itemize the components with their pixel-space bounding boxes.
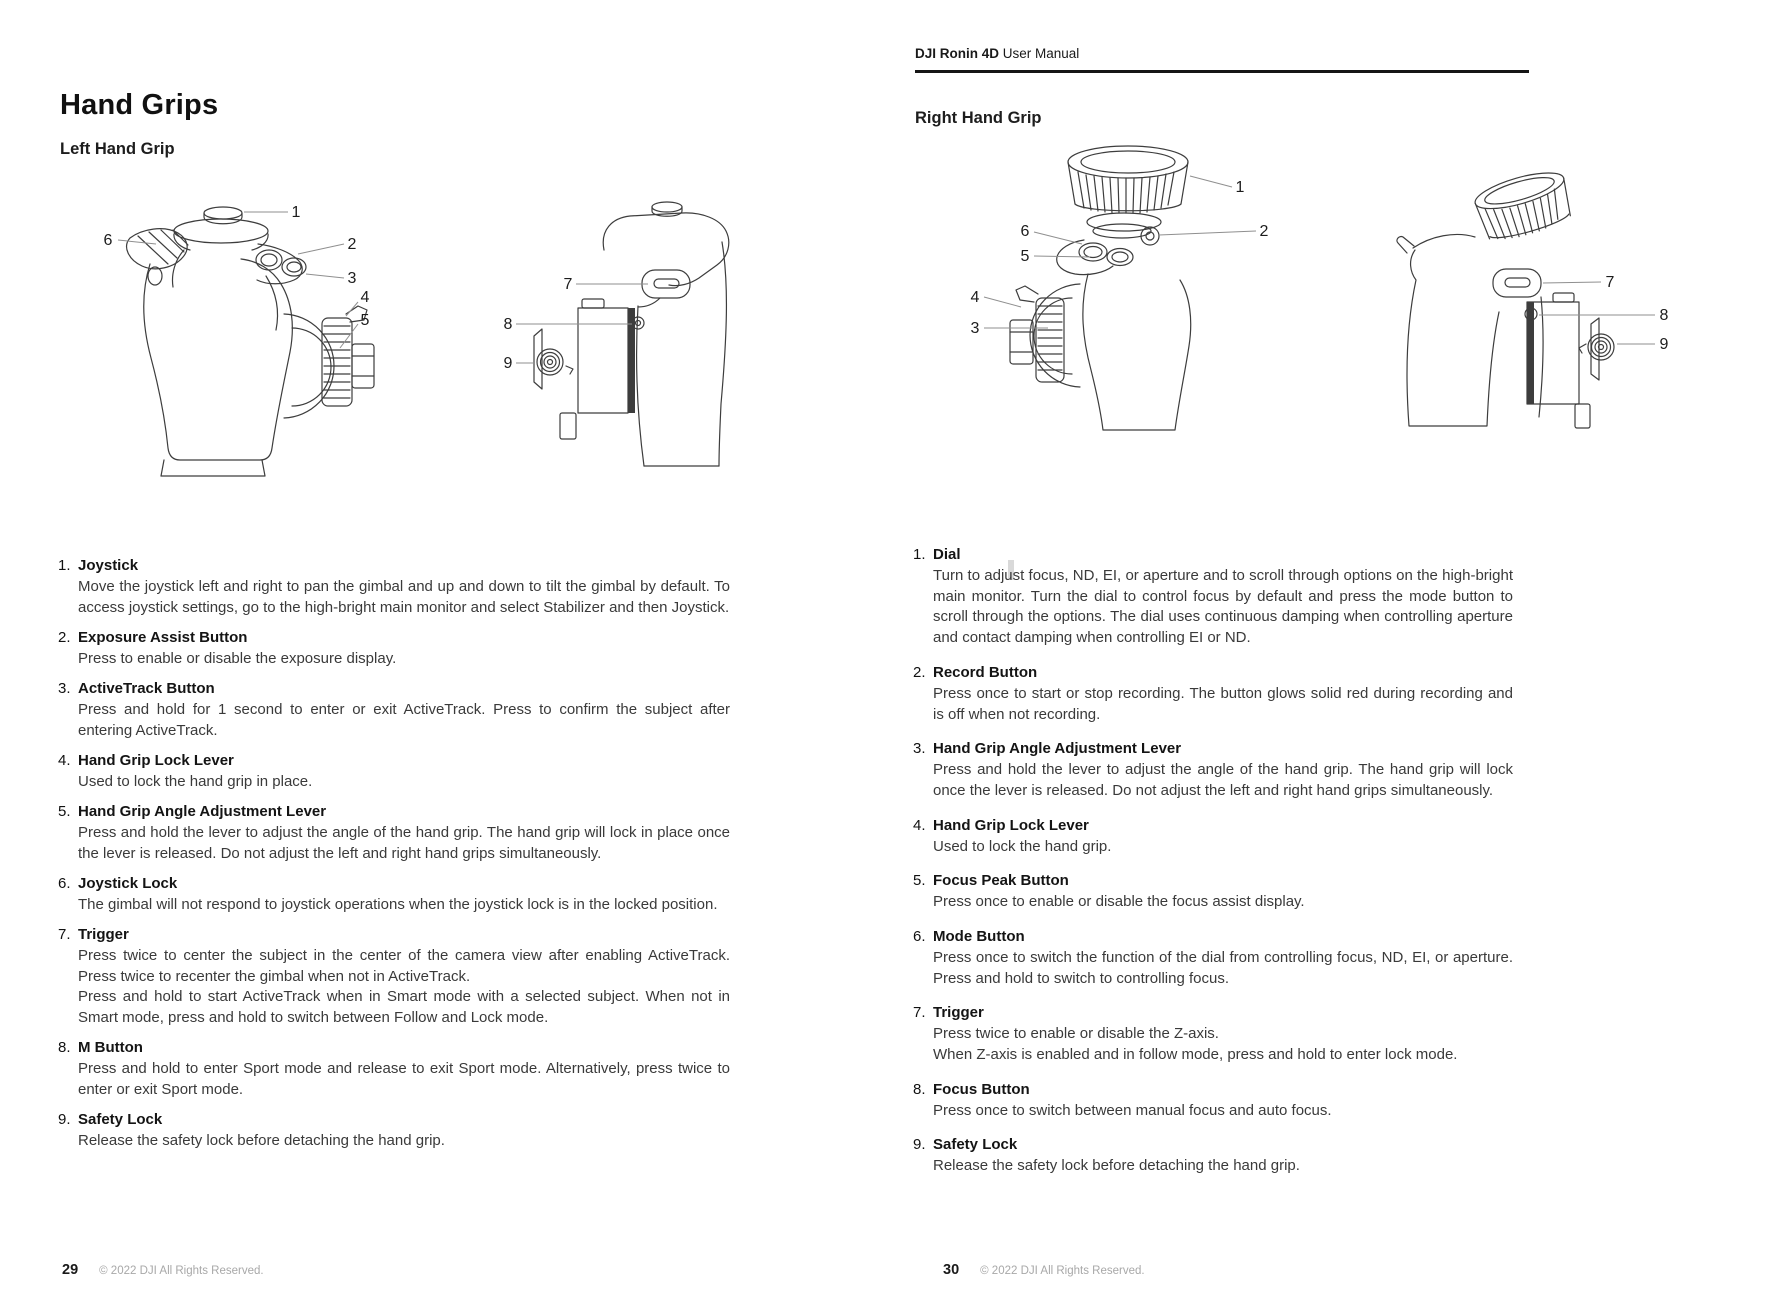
item-description: Press and hold the lever to adjust the angle of the hand grip. The hand grip will lock in place once the lever is released. Do not adjust the left and right hand grips simultaneously. [78,823,730,862]
item-number: 6. [58,874,71,892]
left-grip-side-illustration [430,180,730,480]
item-name: Hand Grip Angle Adjustment Lever [78,802,327,820]
item-number: 7. [58,925,71,943]
item-description: Press once to enable or disable the focus assist display. [933,893,1305,911]
item-number: 9. [913,1136,926,1154]
page-title: Hand Grips [60,89,219,122]
page-footer-right [943,1261,1145,1278]
list-item [913,1135,1513,1177]
item-name: Trigger [933,1004,984,1022]
list-item [58,1038,730,1100]
callout-number: 6 [1020,223,1030,240]
list-item [58,802,730,864]
item-number: 8. [58,1039,71,1057]
item-name: Safety Lock [78,1111,163,1129]
item-name: M Button [78,1039,143,1057]
right-grip-side-illustration [1255,140,1695,440]
diagram-left-grip-side-view [430,180,730,480]
callout-number: 9 [503,355,513,372]
callout-number: 4 [360,289,370,306]
item-name: Focus Button [933,1080,1030,1098]
list-item [58,679,730,741]
list-item [58,925,730,1029]
item-name: Joystick [78,557,139,574]
list-item [58,1110,730,1152]
item-number: 2. [913,663,926,681]
callout-number: 4 [970,289,980,306]
item-description: Press and hold for 1 second to enter or exit ActiveTrack. Press to confirm the subject after entering ActiveTrack. [78,700,730,739]
item-name: Mode Button [933,927,1025,945]
callout-number: 1 [291,204,301,221]
list-item [913,871,1513,913]
item-name: Dial [933,546,961,563]
callout-number: 3 [347,270,357,287]
item-description: The gimbal will not respond to joystick operations when the joystick lock is in the locked position. [78,895,718,913]
page-number: 29 [62,1262,79,1278]
item-number: 2. [58,628,71,646]
right-grip-front-illustration [840,130,1280,445]
item-description: Press once to start or stop recording. The button glows solid red during recording and is off when not recording. [933,684,1513,723]
section-subtitle-right: Right Hand Grip [915,108,1042,127]
list-item [913,545,1513,649]
section-subtitle-left: Left Hand Grip [60,139,175,158]
item-description: Release the safety lock before detaching the hand grip. [933,1157,1300,1175]
item-number: 1. [913,546,926,563]
running-header [915,46,1079,61]
callout-number: 3 [970,320,980,337]
list-item [58,628,730,670]
item-name: Record Button [933,663,1038,681]
item-number: 7. [913,1004,926,1022]
list-item [58,874,730,916]
item-name: Trigger [78,925,129,943]
item-name: Focus Peak Button [933,872,1069,890]
item-number: 9. [58,1111,71,1129]
copyright-text: © 2022 DJI All Rights Reserved. [980,1265,1145,1277]
item-name: ActiveTrack Button [78,679,215,697]
item-description: Press and hold the lever to adjust the angle of the hand grip. The hand grip will lock once the lever is released. Do not adjust the left and right hand grips simultaneously. [933,761,1513,799]
diagram-left-grip-front-view [60,168,410,493]
list-item [58,556,730,618]
left-grip-front-illustration [60,168,410,493]
list-item [913,927,1513,989]
item-description: Press twice to enable or disable the Z-axis. When Z-axis is enabled and in follow mode, press and hold to enter lock mode. [933,1025,1458,1063]
item-number: 5. [913,872,926,890]
item-description: Release the safety lock before detaching the hand grip. [78,1132,445,1150]
item-number: 3. [913,740,926,758]
list-item [913,1003,1513,1065]
item-name: Hand Grip Angle Adjustment Lever [933,740,1182,758]
manual-brand: DJI Ronin 4D [915,46,1000,61]
item-name: Hand Grip Lock Lever [933,816,1089,834]
callout-number: 8 [503,316,513,333]
page-number: 30 [943,1262,960,1278]
feature-list-right [913,545,1513,1191]
callout-number: 2 [347,236,357,253]
diagram-right-grip-front-view [840,130,1280,445]
item-name: Exposure Assist Button [78,628,248,646]
item-description: Move the joystick left and right to pan the gimbal and up and down to tilt the gimbal by default. To access joystick settings, go to the high-bright main monitor and select Stabilizer and then Joystick. [78,577,730,616]
callout-number: 8 [1659,307,1669,324]
item-number: 3. [58,679,71,697]
item-number: 6. [913,927,926,945]
callout-number: 7 [1605,274,1615,291]
list-item [913,663,1513,725]
item-number: 5. [58,802,71,820]
item-description: Press and hold to enter Sport mode and release to exit Sport mode. Alternatively, press twice to enter or exit Sport mode. [78,1060,730,1099]
item-description: Used to lock the hand grip in place. [78,772,313,790]
item-description: Turn to adjust focus, ND, EI, or aperture and to scroll through options on the high-bright main monitor. Turn the dial to control focus by default and press the mode button to scroll through the options. The dial uses continuous damping when controlling aperture and contact damping when controlling EI or ND. [933,566,1513,647]
page-footer-left [62,1261,264,1278]
list-item [913,1080,1513,1122]
callout-number: 1 [1235,179,1245,196]
item-description: Press to enable or disable the exposure display. [78,649,397,667]
item-description: Used to lock the hand grip. [933,837,1112,855]
item-name: Safety Lock [933,1136,1018,1154]
feature-list-left [58,556,730,1161]
list-item [913,739,1513,801]
callout-number: 9 [1659,336,1669,353]
callout-number: 7 [563,276,573,293]
item-number: 8. [913,1080,926,1098]
callout-number: 5 [360,312,370,329]
list-item [58,751,730,793]
item-number: 4. [58,751,71,769]
callout-number: 5 [1020,248,1030,265]
header-rule [915,70,1529,73]
item-name: Joystick Lock [78,874,178,892]
item-name: Hand Grip Lock Lever [78,751,234,769]
item-number: 1. [58,557,71,574]
manual-title-rest: User Manual [999,46,1080,61]
list-item [913,816,1513,858]
diagram-right-grip-side-view [1255,140,1695,440]
item-description: Press twice to center the subject in the center of the camera view after enabling ActiveTrack. Press twice to recenter the gimbal when not in ActiveTrack. Press and hold to start ActiveTrack when in Smart mode with a selected subject. When not in Smart mode, press and hold to switch between Follow and Lock mode. [78,946,730,1027]
copyright-text: © 2022 DJI All Rights Reserved. [99,1265,264,1277]
callout-number: 2 [1259,223,1269,240]
item-number: 4. [913,816,926,834]
callout-number: 6 [103,232,113,249]
item-description: Press once to switch between manual focus and auto focus. [933,1101,1332,1119]
item-description: Press once to switch the function of the dial from controlling focus, ND, EI, or aperture. Press and hold to switch to controlling focus. [933,948,1513,987]
